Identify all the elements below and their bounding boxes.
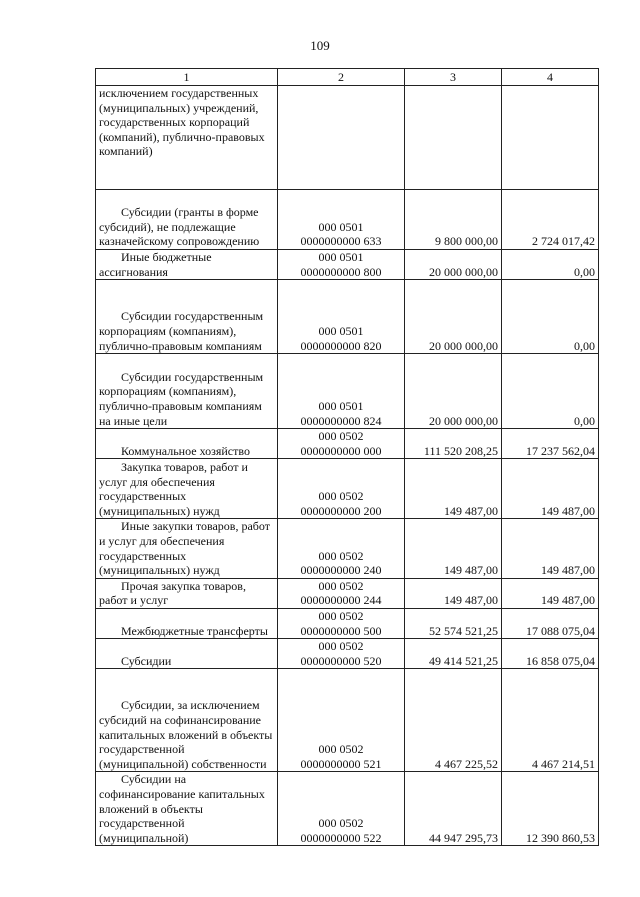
row-code <box>278 608 405 638</box>
table-row <box>96 669 599 772</box>
row-name <box>96 669 278 772</box>
row-value-planned: 149 487,00 <box>405 459 502 519</box>
row-code-line2: 0000000000 633 <box>300 234 382 249</box>
table-row <box>96 354 599 429</box>
row-name <box>96 429 278 459</box>
table-row <box>96 608 599 638</box>
row-value-executed: 12 390 860,53 <box>502 772 599 846</box>
row-name <box>96 519 278 578</box>
row-name <box>96 250 278 280</box>
row-code <box>278 578 405 608</box>
row-value-planned: 20 000 000,00 <box>405 250 502 280</box>
row-value-executed: 16 858 075,04 <box>502 639 599 669</box>
row-value-planned: 20 000 000,00 <box>405 280 502 354</box>
column-header: 4 <box>502 69 599 86</box>
column-header: 3 <box>405 69 502 86</box>
row-code <box>278 86 405 190</box>
row-code-line1: 000 0501 <box>318 219 364 234</box>
row-name <box>96 280 278 354</box>
row-name <box>96 459 278 519</box>
row-code <box>278 250 405 280</box>
row-code-line2: 0000000000 824 <box>300 413 382 428</box>
row-name <box>96 354 278 429</box>
row-code-line2: 0000000000 200 <box>300 503 382 518</box>
row-code <box>278 429 405 459</box>
row-value-executed: 0,00 <box>502 250 599 280</box>
row-value-executed: 0,00 <box>502 280 599 354</box>
row-code-line2: 0000000000 000 <box>300 443 382 458</box>
row-code <box>278 190 405 250</box>
row-name-text: Иные бюджетные ассигнования <box>99 250 212 279</box>
row-value-executed: 149 487,00 <box>502 578 599 608</box>
row-value-executed: 4 467 214,51 <box>502 669 599 772</box>
row-value-executed: 0,00 <box>502 354 599 429</box>
budget-table <box>95 68 599 846</box>
row-code-line2: 0000000000 522 <box>300 830 382 845</box>
row-name-text: Закупка товаров, работ и услуг для обеспечения государственных (муниципальных) нужд <box>99 460 248 518</box>
table-row <box>96 190 599 250</box>
row-code-line1: 000 0502 <box>318 548 364 563</box>
row-code-line1: 000 0501 <box>318 250 364 264</box>
row-value-planned: 20 000 000,00 <box>405 354 502 429</box>
row-code-line1: 000 0502 <box>318 608 364 623</box>
table-row <box>96 519 599 578</box>
row-name-text: Субсидии (гранты в форме субсидий), не подлежащие казначейскому сопровождению <box>99 205 260 249</box>
column-header: 2 <box>278 69 405 86</box>
row-code-line2: 0000000000 500 <box>300 623 382 638</box>
table-row <box>96 250 599 280</box>
row-value-executed <box>502 86 599 190</box>
row-code-line1: 000 0502 <box>318 816 364 831</box>
row-code-line1: 000 0502 <box>318 489 364 504</box>
row-code <box>278 669 405 772</box>
row-code-line1: 000 0502 <box>318 429 364 444</box>
row-code-line2: 0000000000 240 <box>300 563 382 578</box>
row-name <box>96 190 278 250</box>
row-code-line2: 0000000000 800 <box>300 264 382 279</box>
row-code <box>278 772 405 846</box>
row-code-line1: 000 0501 <box>318 399 364 413</box>
row-code <box>278 519 405 578</box>
row-value-executed: 17 088 075,04 <box>502 608 599 638</box>
row-name-text: Межбюджетные трансферты <box>121 623 268 638</box>
row-name <box>96 86 278 190</box>
row-value-planned <box>405 86 502 190</box>
row-code-line2: 0000000000 244 <box>300 593 382 608</box>
table-row <box>96 459 599 519</box>
row-value-planned: 44 947 295,73 <box>405 772 502 846</box>
row-name <box>96 772 278 846</box>
row-value-planned: 4 467 225,52 <box>405 669 502 772</box>
row-code-line1: 000 0502 <box>318 578 364 593</box>
row-name-text: Субсидии на софинансирование капитальных вложений в объекты государственной (муниципальной) <box>99 772 265 845</box>
row-name-text: Субсидии <box>121 653 172 668</box>
row-code <box>278 354 405 429</box>
column-header: 1 <box>96 69 278 86</box>
row-code <box>278 639 405 669</box>
row-name <box>96 608 278 638</box>
table-row <box>96 639 599 669</box>
row-value-planned: 52 574 521,25 <box>405 608 502 638</box>
row-value-executed: 17 237 562,04 <box>502 429 599 459</box>
row-value-planned: 9 800 000,00 <box>405 190 502 250</box>
row-name-text: Субсидии государственным корпорациям (компаниям), публично-правовым компаниям на иные цели <box>99 369 264 428</box>
row-value-executed: 2 724 017,42 <box>502 190 599 250</box>
row-name-text: Субсидии государственным корпорациям (компаниям), публично-правовым компаниям <box>99 309 264 353</box>
table-row <box>96 429 599 459</box>
table-row <box>96 578 599 608</box>
table-row <box>96 86 599 190</box>
row-code-line1: 000 0502 <box>318 639 364 654</box>
row-code-line1: 000 0501 <box>318 324 364 338</box>
row-name <box>96 639 278 669</box>
row-value-planned: 111 520 208,25 <box>405 429 502 459</box>
row-value-executed: 149 487,00 <box>502 519 599 578</box>
table-header-row <box>96 69 599 86</box>
row-value-planned: 149 487,00 <box>405 578 502 608</box>
row-code-line2: 0000000000 820 <box>300 338 382 353</box>
row-code-line2: 0000000000 521 <box>300 756 382 771</box>
row-value-planned: 49 414 521,25 <box>405 639 502 669</box>
table-row <box>96 772 599 846</box>
row-name-text: Субсидии, за исключением субсидий на софинансирование капитальных вложений в объекты государственной (муниципальной) собственности <box>99 698 273 771</box>
row-name-text: исключением государственных (муниципальных) учреждений, государственных корпораций (компаний), публично-правовых компаний) <box>99 86 265 159</box>
row-name-text: Коммунальное хозяйство <box>121 443 250 458</box>
row-name-text: Прочая закупка товаров, работ и услуг <box>99 578 246 608</box>
row-code <box>278 459 405 519</box>
table-row <box>96 280 599 354</box>
row-value-planned: 149 487,00 <box>405 519 502 578</box>
row-code <box>278 280 405 354</box>
page-number: 109 <box>310 38 330 53</box>
row-code-line1: 000 0502 <box>318 742 364 757</box>
row-value-executed: 149 487,00 <box>502 459 599 519</box>
row-code-line2: 0000000000 520 <box>300 653 382 668</box>
row-name <box>96 578 278 608</box>
row-name-text: Иные закупки товаров, работ и услуг для обеспечения государственных (муниципальных) нужд <box>99 519 270 578</box>
